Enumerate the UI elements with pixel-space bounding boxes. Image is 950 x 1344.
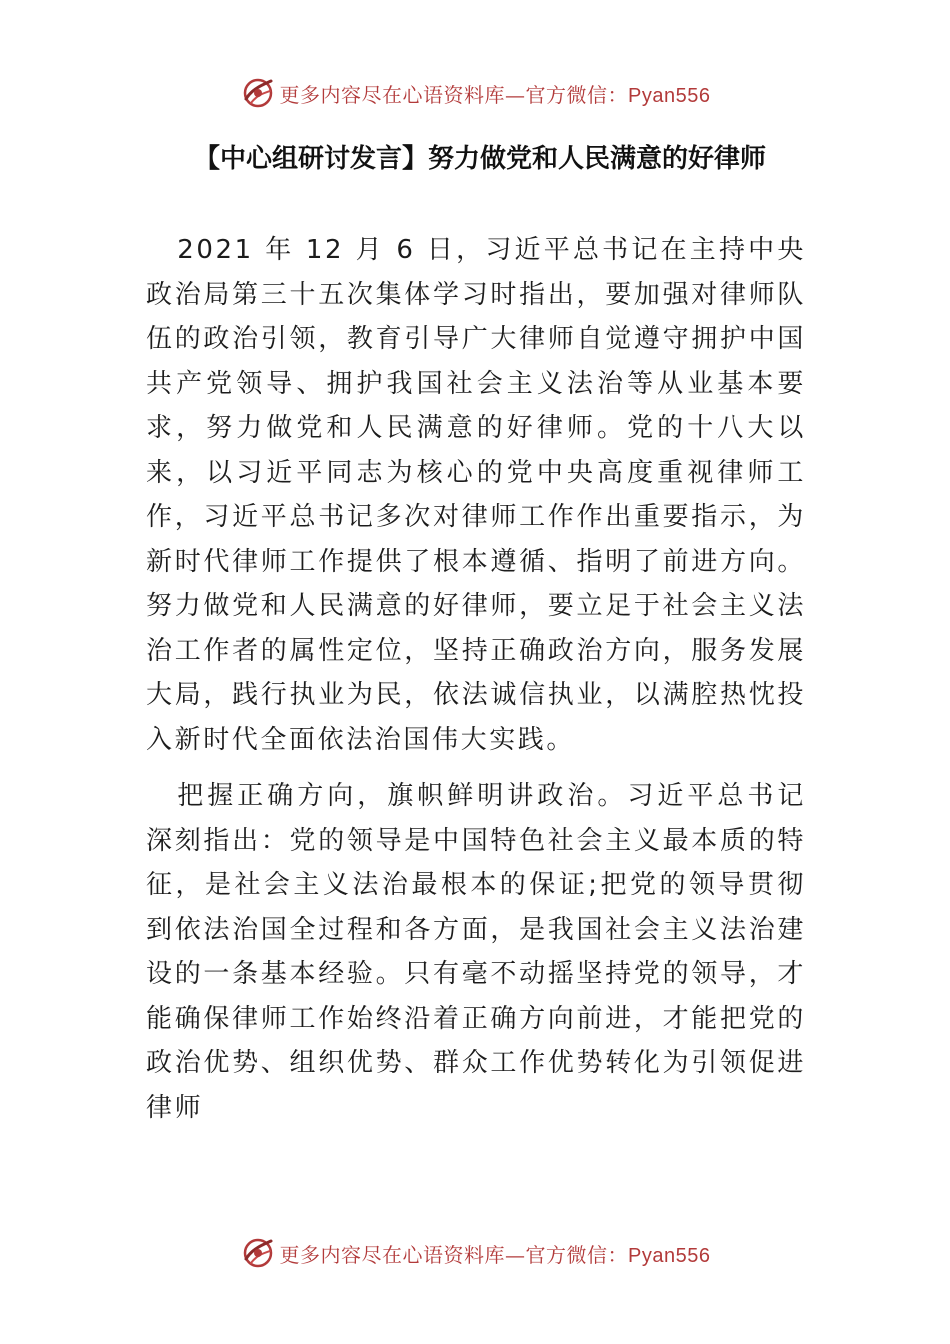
document-body [146,228,806,1130]
watermark-text: 更多内容尽在心语资料库—官方微信：Pyan556 [279,1242,711,1267]
footer-watermark [0,1233,950,1273]
swirl-logo-icon [240,1235,276,1271]
document-title: 【中心组研讨发言】努力做党和人民满意的好律师 [193,144,766,174]
swirl-logo-icon [240,75,276,111]
watermark-text: 更多内容尽在心语资料库—官方微信：Pyan556 [279,82,711,107]
header-watermark [0,73,950,113]
paragraph: 把握正确方向，旗帜鲜明讲政治。习近平总书记深刻指出：党的领导是中国特色社会主义最本质的特征，是社会主义法治最根本的保证;把党的领导贯彻到依法治国全过程和各方面，是我国社会主义法治建设的一条基本经验。只有毫不动摇坚持党的领导，才能确保律师工作始终沿着正确方向前进，才能把党的政治优势、组织优势、群众工作优势转化为引领促进律师 [146,781,806,1123]
paragraph: 2021 年 12 月 6 日，习近平总书记在主持中央政治局第三十五次集体学习时指出，要加强对律师队伍的政治引领，教育引导广大律师自觉遵守拥护中国共产党领导、拥护我国社会主义法治等从业基本要求，努力做党和人民满意的好律师。党的十八大以来，以习近平同志为核心的党中央高度重视律师工作，习近平总书记多次对律师工作作出重要指示，为新时代律师工作提供了根本遵循、指明了前进方向。努力做党和人民满意的好律师，要立足于社会主义法治工作者的属性定位，坚持正确政治方向，服务发展大局，践行执业为民，依法诚信执业，以满腔热忱投入新时代全面依法治国伟大实践。 [146,235,806,755]
